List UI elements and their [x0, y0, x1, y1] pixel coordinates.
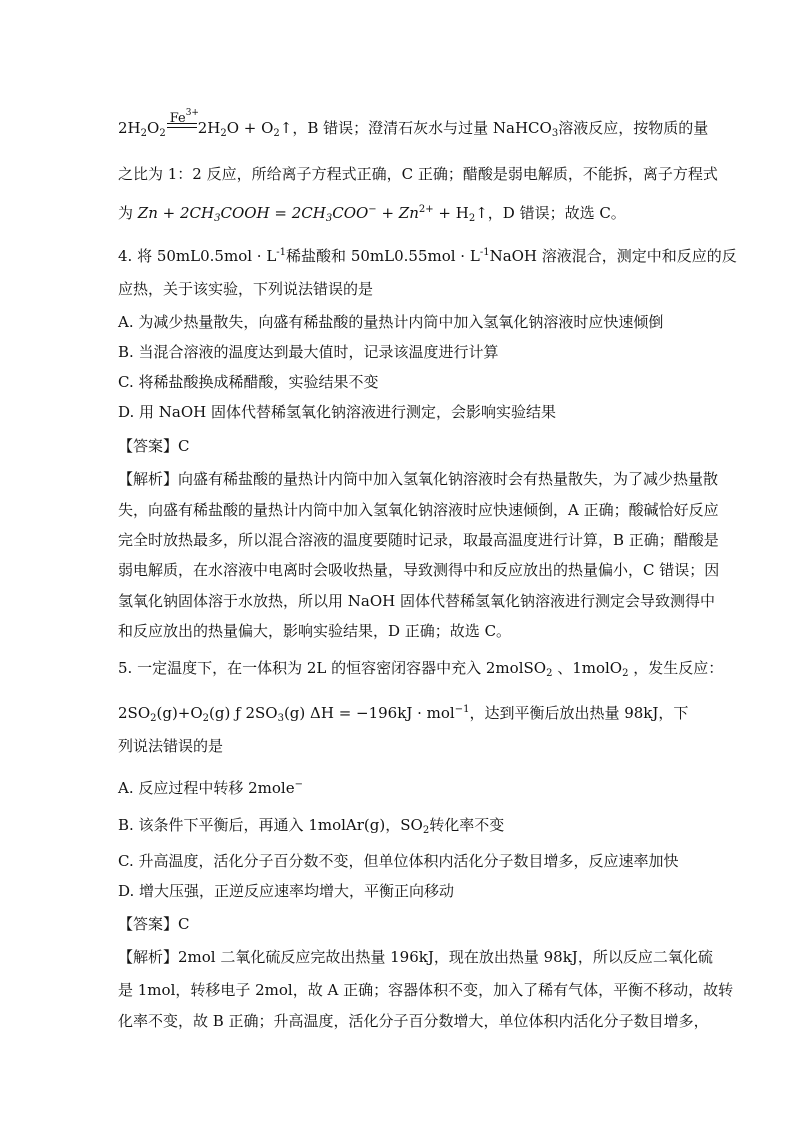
- superscript: −: [368, 204, 377, 215]
- subscript: 2: [150, 713, 157, 724]
- q5-stem-line-1: [118, 658, 723, 684]
- text: COOH: [220, 204, 270, 222]
- q4-explanation-line-4: 弱电解质，在水溶液中电离时会吸收热量，导致测得中和反应放出的热量偏小，C 错误；因: [118, 561, 720, 579]
- subscript: 2: [220, 128, 227, 139]
- subscript: 2: [622, 668, 629, 679]
- q4-explanation-line-5: 氢氧化钠固体溶于水放热，所以用 NaOH 固体代替稀氢氧化钠溶液进行测定会导致测得中: [118, 592, 715, 610]
- text: O: [147, 119, 160, 137]
- text: NaOH 溶液混合，测定中和反应的反: [489, 247, 737, 265]
- q4-option-a: A. 为减少热量散失，向盛有稀盐酸的量热计内筒中加入氢氧化钠溶液时应快速倾倒: [118, 313, 664, 331]
- text: 转化率不变: [429, 816, 505, 834]
- text: (g)+O: [156, 704, 203, 722]
- superscript: −: [294, 779, 304, 790]
- text: ↑，B 错误；澄清石灰水与过量 NaHCO: [279, 119, 552, 137]
- catalyst-label: [170, 103, 199, 129]
- subscript: 2: [422, 825, 430, 836]
- q5-answer: 【答案】C: [118, 915, 190, 933]
- text: 稀盐酸和 50mL0.55mol · L: [286, 247, 480, 265]
- text: ↑，D 错误；故选 C。: [475, 204, 626, 222]
- subscript: 2: [202, 713, 210, 724]
- q4-option-b: B. 当混合溶液的温度达到最大值时，记录该温度进行计算: [118, 343, 499, 361]
- equilibrium-equals-sign: [167, 108, 199, 131]
- subscript: 2: [140, 128, 147, 139]
- q5-option-c: C. 升高温度，活化分子百分数不变，但单位体积内活化分子数目增多，反应速率加快: [118, 852, 679, 870]
- subscript: 2: [546, 668, 553, 679]
- subscript: 3: [214, 213, 221, 224]
- subscript: 2: [468, 213, 476, 224]
- q5-option-b: [118, 815, 504, 841]
- q4-stem-line-2: 应热，关于该实验，下列说法错误的是: [118, 280, 374, 298]
- q4-explanation-line-6: 和反应放出的热量偏大，影响实验结果，D 正确；故选 C。: [118, 622, 512, 640]
- text: = 2: [269, 204, 302, 222]
- text: ，达到平衡后放出热量 98kJ，下: [469, 704, 689, 722]
- q4-explanation-line-3: 完全时放热最多，所以混合溶液的温度要随时记录，取最高温度进行计算，B 正确；醋酸是: [118, 531, 719, 549]
- q4-answer: 【答案】C: [118, 437, 190, 455]
- text: 4. 将 50mL0.5mol · L: [118, 247, 277, 265]
- text: 、1molO: [552, 659, 623, 677]
- subscript: 2: [273, 128, 280, 139]
- text: +: [376, 204, 399, 222]
- q3-explanation-line-1: [118, 108, 709, 144]
- q5-option-a: [118, 775, 303, 798]
- q4-option-d: D. 用 NaOH 固体代替稀氢氧化钠溶液进行测定，会影响实验结果: [118, 403, 557, 421]
- text: 2H: [118, 119, 141, 137]
- text: COO: [332, 204, 369, 222]
- text: (g) ƒ 2SO: [209, 704, 278, 722]
- text: ，发生反应：: [628, 659, 724, 677]
- q5-explanation-line-3: 化率不变，故 B 正确；升高温度，活化分子百分数增大，单位体积内活化分子数目增多，: [118, 1012, 709, 1030]
- text: Zn: [398, 204, 419, 222]
- text: CH: [301, 204, 326, 222]
- text: B. 该条件下平衡后，再通入 1molAr(g)，SO: [118, 816, 423, 834]
- superscript: 3+: [185, 108, 199, 118]
- text: 2H: [197, 119, 221, 137]
- text: (g) ΔH = −196kJ · mol: [283, 704, 455, 722]
- text: 为: [118, 204, 138, 222]
- text: 溶液反应，按物质的量: [558, 119, 709, 137]
- superscript: 2+: [418, 204, 434, 215]
- q5-stem-line-3: 列说法错误的是: [118, 737, 224, 755]
- text: + H: [433, 204, 469, 222]
- superscript: −1: [454, 704, 470, 715]
- subscript: 3: [325, 213, 333, 224]
- subscript: 2: [159, 128, 166, 139]
- subscript: 3: [551, 128, 559, 139]
- q5-option-d: D. 增大压强，正逆反应速率均增大，平衡正向移动: [118, 882, 455, 900]
- q4-explanation-line-2: 失，向盛有稀盐酸的量热计内筒中加入氢氧化钠溶液时应快速倾倒，A 正确；酸碱恰好反应: [118, 501, 719, 519]
- text: Fe: [169, 111, 186, 126]
- q4-stem-line-1: [118, 243, 737, 266]
- text: + 2: [157, 204, 190, 222]
- superscript: -1: [276, 247, 287, 258]
- q3-explanation-line-2: 之比为 1：2 反应，所给离子方程式正确，C 正确；醋酸是弱电解质，不能拆，离子方程式: [118, 165, 718, 183]
- text: 5. 一定温度下，在一体积为 2L 的恒容密闭容器中充入 2molSO: [118, 659, 547, 677]
- superscript: -1: [479, 247, 490, 258]
- text: Zn: [137, 204, 158, 222]
- q5-explanation-line-1: 【解析】2mol 二氧化硫反应完故出热量 196kJ，现在放出热量 98kJ，所以反应二氧化硫: [118, 948, 713, 966]
- text: CH: [189, 204, 215, 222]
- q5-explanation-line-2: 是 1mol，转移电子 2mol，故 A 正确；容器体积不变，加入了稀有气体，平衡不移动，故转: [118, 981, 734, 999]
- text: A. 反应过程中转移 2mole: [118, 779, 295, 797]
- q5-equation-line: [118, 700, 688, 729]
- q4-option-c: C. 将稀盐酸换成稀醋酸，实验结果不变: [118, 373, 379, 391]
- text: O + O: [226, 119, 274, 137]
- q4-explanation-line-1: 【解析】向盛有稀盐酸的量热计内筒中加入氢氧化钠溶液时会有热量散失，为了减少热量散: [118, 470, 719, 488]
- subscript: 3: [277, 713, 284, 724]
- text: 2SO: [118, 704, 151, 722]
- q3-explanation-line-3: [118, 200, 626, 229]
